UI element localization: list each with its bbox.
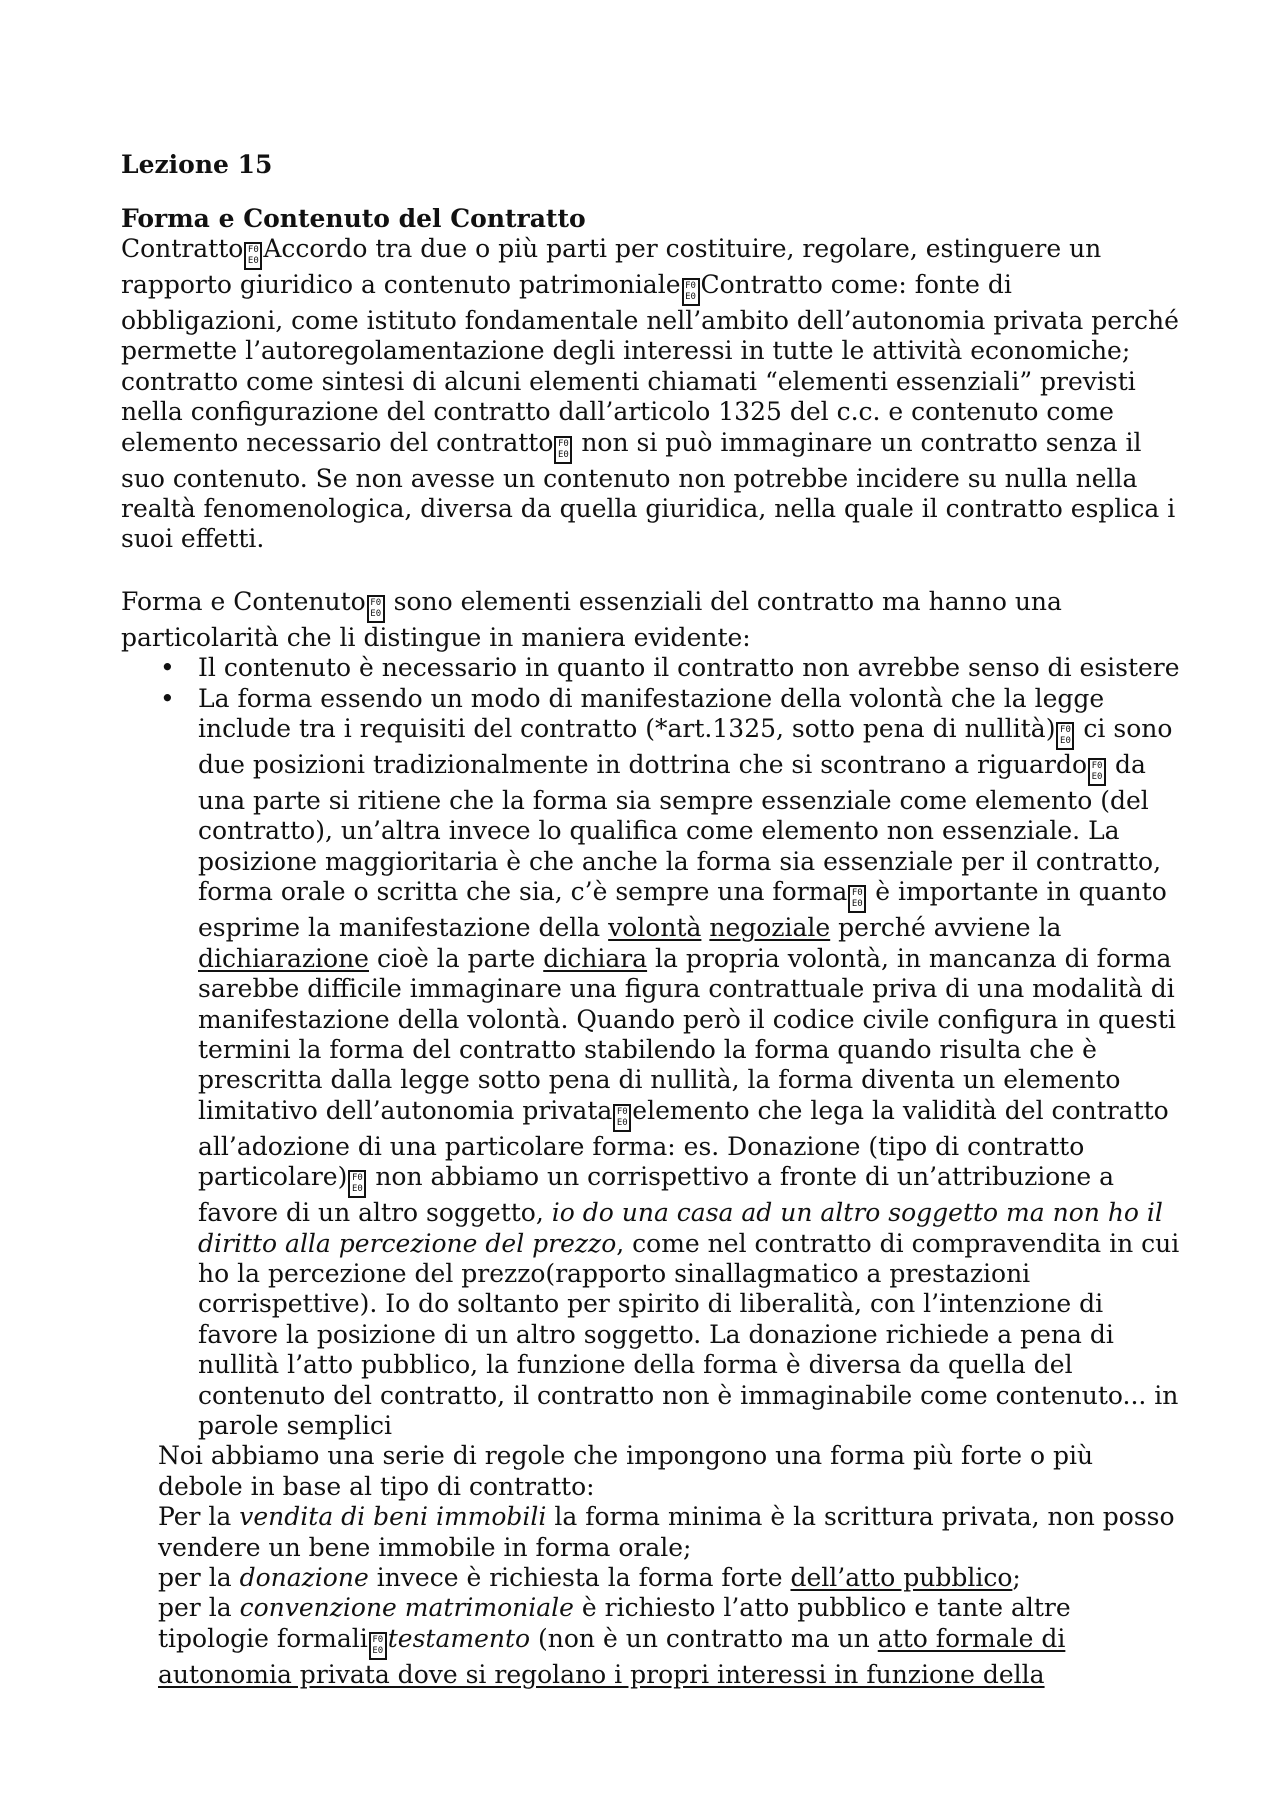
text-span: Contratto xyxy=(121,234,244,263)
missing-glyph-icon: F0 E0 xyxy=(244,242,262,270)
list-item xyxy=(160,683,1181,1442)
text-span: ; xyxy=(1012,1563,1021,1592)
italic-text: donazione xyxy=(239,1563,369,1592)
italic-text: io do una casa ad un altro soggetto ma non ho il diritto alla percezione del prezzo xyxy=(198,1198,1163,1258)
text-span: elemento che lega la validità del contratto all’adozione di una particolare forma: es. Donazione (tipo di contratto particolare) xyxy=(198,1095,1169,1192)
italic-text: convenzione matrimoniale xyxy=(239,1593,574,1623)
text-span: (non è un contratto ma un xyxy=(538,1623,870,1653)
text-span: Forma e Contenuto xyxy=(121,586,366,616)
missing-glyph-icon: F0 E0 xyxy=(369,1632,387,1660)
text-span: , come nel contratto di compravendita in cui ho la percezione del prezzo(rapporto sinallagmatico a prestazioni corrispettive). Io do soltanto per spirito di liberalità, con l’intenzione di favore la posizione di un altro soggetto. La donazione richiede a pena di nullità l’atto pubblico, la funzione della forma è diversa da quella del contenuto del contratto, il contratto non è immaginabile come contenuto... in parole semplici xyxy=(198,1228,1180,1440)
missing-glyph-icon: F0 E0 xyxy=(1088,758,1106,786)
text-span: Il contenuto è necessario in quanto il contratto non avrebbe senso di esistere xyxy=(198,653,1180,683)
missing-glyph-icon: F0 E0 xyxy=(367,595,385,623)
underlined-text: dichiarazione xyxy=(198,943,369,973)
text-span: per la xyxy=(158,1593,232,1623)
text-span: La forma essendo un modo di manifestazione della volontà che la legge include tra i requisiti del contratto (*art.1325, sotto pena di nullità) xyxy=(198,683,1105,744)
missing-glyph-icon: F0 E0 xyxy=(613,1104,631,1132)
text-span: perché avviene la xyxy=(838,913,1062,943)
paragraph-rules: Noi abbiamo una serie di regole che impongono una forma più forte o più debole in base al tipo di contratto: xyxy=(158,1441,1094,1501)
missing-glyph-icon: F0 E0 xyxy=(554,436,572,464)
paragraph-donazione xyxy=(158,1563,1181,1593)
text-span: la propria volontà, in mancanza di forma sarebbe difficile immaginare una figura contrattuale priva di una modalità di manifestazione della volontà. Quando però il codice civile configura in questi termini la forma del contratto stabilendo la forma quando risulta che è prescritta dalla legge sotto pena di nullità, la forma diventa un elemento limitativo dell’autonomia privata xyxy=(198,943,1176,1125)
text-span: invece è richiesta la forma forte xyxy=(376,1563,783,1592)
missing-glyph-icon: F0 E0 xyxy=(348,1170,366,1198)
text-span: è importante in quanto esprime la manifestazione della xyxy=(198,877,1167,943)
document-page xyxy=(121,150,1181,1690)
text-span: ci sono due posizioni tradizionalmente in dottrina che si scontrano a riguardo xyxy=(198,714,1173,780)
paragraph-gap xyxy=(121,555,1181,587)
section-title: Forma e Contenuto del Contratto xyxy=(121,204,586,233)
text-span: sono elementi essenziali del contratto ma hanno una particolarità che li distingue in maniera evidente: xyxy=(121,586,1062,652)
text-span: da una parte si ritiene che la forma sia sempre essenziale come elemento (del contratto), un’altra invece lo qualifica come elemento non essenziale. La posizione maggioritaria è che anche la forma sia essenziale per il contratto, forma orale o scritta che sia, c’è sempre una forma xyxy=(198,750,1162,907)
missing-glyph-icon: F0 E0 xyxy=(848,885,866,913)
paragraph-forma-contenuto xyxy=(121,587,1181,653)
missing-glyph-icon: F0 E0 xyxy=(682,278,700,306)
underlined-text: volontà xyxy=(608,913,702,943)
text-span: per la xyxy=(158,1563,232,1592)
underlined-text: dell’atto pubblico xyxy=(790,1563,1013,1592)
indented-block xyxy=(158,1441,1181,1690)
bullet-icon: • xyxy=(160,683,175,713)
lesson-title: Lezione 15 xyxy=(121,150,273,179)
text-span: è richiesto l’atto pubblico e tante altre tipologie formali xyxy=(158,1593,1071,1653)
missing-glyph-icon: F0 E0 xyxy=(1056,722,1074,750)
bullet-icon: • xyxy=(160,653,175,683)
text-span: la forma minima è la scrittura privata, non posso vendere un bene immobile in forma orale; xyxy=(158,1502,1175,1562)
paragraph-definition xyxy=(121,234,1181,555)
text-span: non si può immaginare un contratto senza il suo contenuto. Se non avesse un contenuto non potrebbe incidere su nulla nella realtà fenomenologica, diversa da quella giuridica, nella quale il contratto esplica i suoi effetti. xyxy=(121,427,1176,554)
text-span: Accordo tra due o più parti per costituire, regolare, estinguere un rapporto giuridico a contenuto patrimoniale xyxy=(121,234,1102,299)
paragraph-convenzione xyxy=(158,1593,1181,1690)
italic-text: testamento xyxy=(387,1623,531,1653)
paragraph-immobili xyxy=(158,1502,1181,1563)
italic-text: vendita di beni immobili xyxy=(239,1502,547,1532)
text-span: non abbiamo un corrispettivo a fronte di un’attribuzione a favore di un altro soggetto, xyxy=(198,1162,1115,1228)
list-item xyxy=(160,653,1181,683)
underlined-text: dichiara xyxy=(543,943,648,973)
text-span: Contratto come: fonte di obbligazioni, come istituto fondamentale nell’ambito dell’autonomia privata perché permette l’autoregolamentazione degli interessi in tutte le attività economiche; contratto come sintesi di alcuni elementi chiamati “elementi essenziali” previsti nella configurazione del contratto dall’articolo 1325 del c.c. e contenuto come elemento necessario del contratto xyxy=(121,270,1179,457)
bullet-list xyxy=(121,653,1181,1441)
text-span: cioè la parte xyxy=(376,943,536,973)
underlined-text: atto formale di autonomia privata dove si regolano i propri interessi in funzione della xyxy=(158,1623,1066,1689)
text-span: Per la xyxy=(158,1502,232,1532)
underlined-text: negoziale xyxy=(709,913,831,943)
